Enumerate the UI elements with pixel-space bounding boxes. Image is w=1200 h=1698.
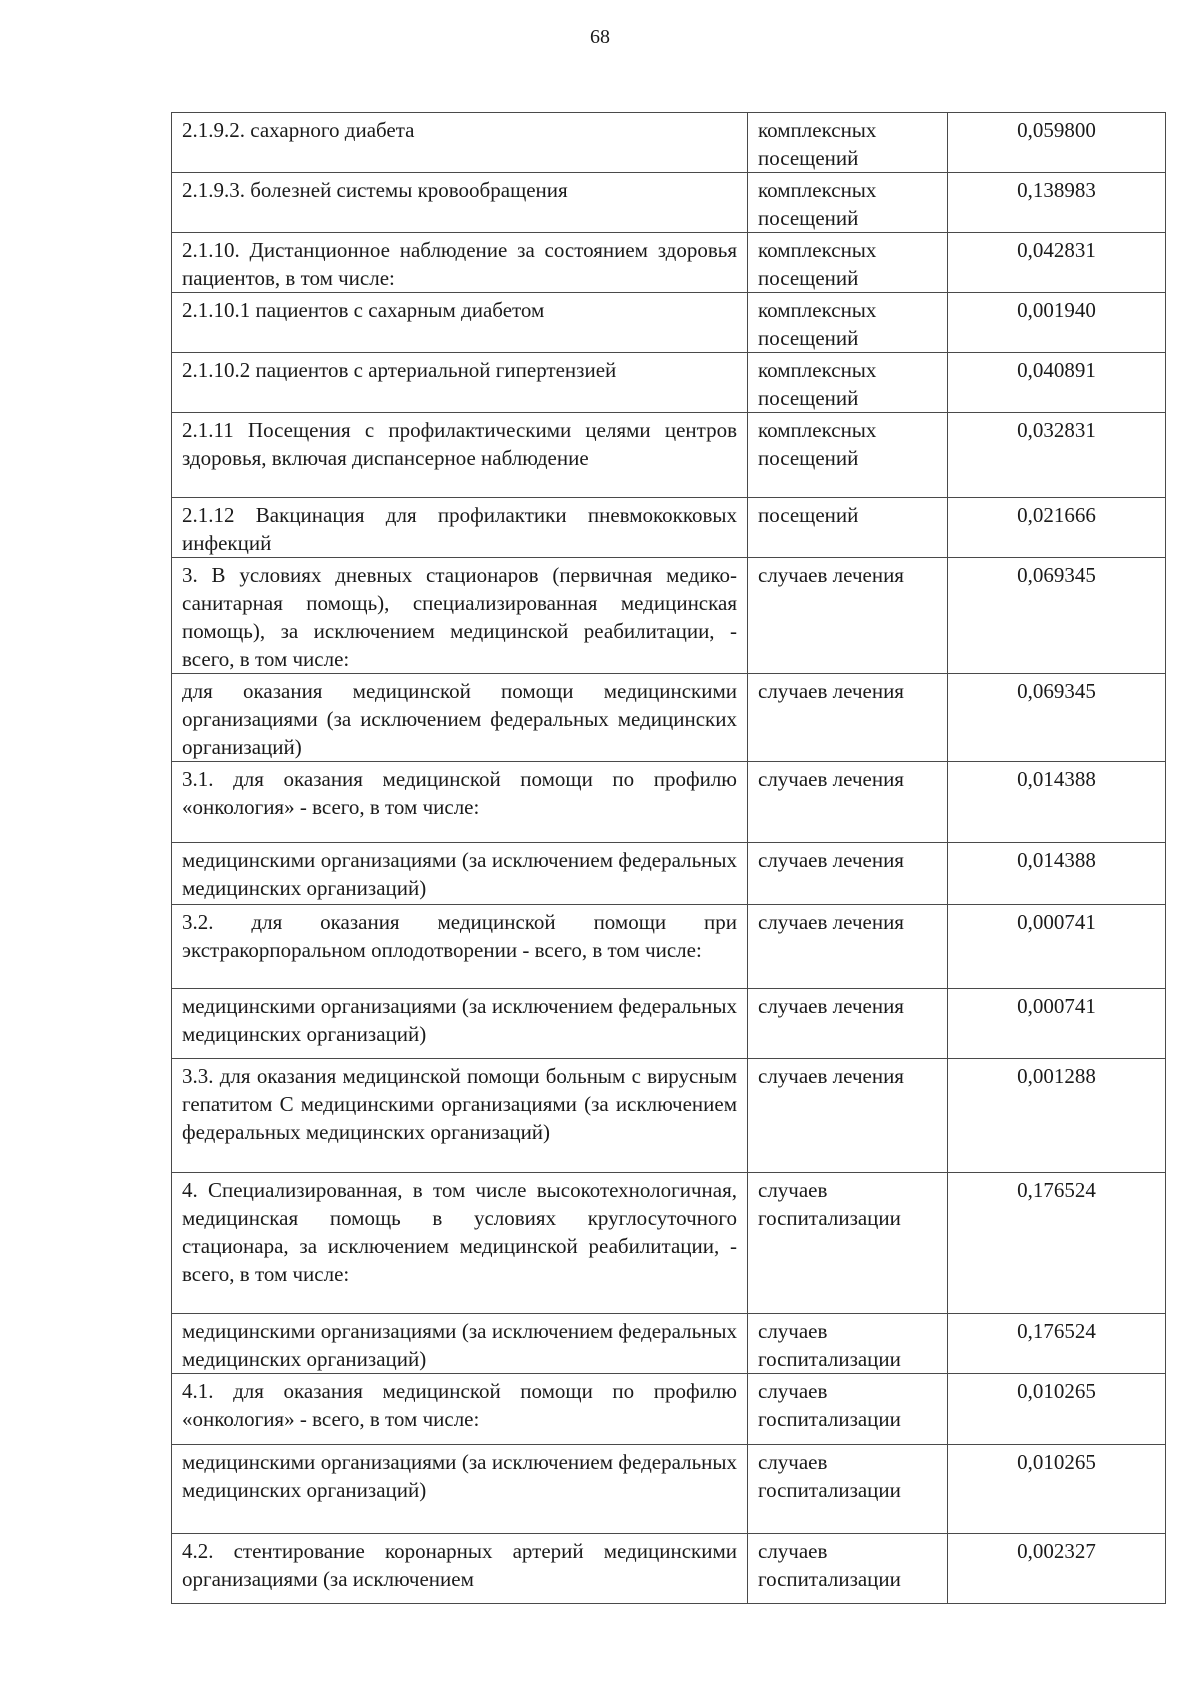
row-unit-cell: случаев госпитализации: [748, 1374, 948, 1445]
row-unit-cell: случаев госпитализации: [748, 1173, 948, 1314]
row-value-cell: 0,032831: [948, 413, 1166, 498]
row-name-cell: 3.3. для оказания медицинской помощи больным с вирусным гепатитом С медицинскими организациями (за исключением федеральных медицинских организаций): [172, 1059, 748, 1173]
row-unit-cell: случаев лечения: [748, 558, 948, 674]
row-value-cell: 0,176524: [948, 1314, 1166, 1374]
table-row: [172, 843, 1166, 905]
row-name-cell: 2.1.10. Дистанционное наблюдение за состоянием здоровья пациентов, в том числе:: [172, 233, 748, 293]
row-name-cell: 2.1.9.2. сахарного диабета: [172, 113, 748, 173]
table-row: [172, 905, 1166, 989]
row-name-cell: 3.2. для оказания медицинской помощи при экстракорпоральном оплодотворении - всего, в том числе:: [172, 905, 748, 989]
row-name-cell: медицинскими организациями (за исключением федеральных медицинских организаций): [172, 843, 748, 905]
row-unit-cell: случаев лечения: [748, 674, 948, 762]
row-unit-cell: случаев лечения: [748, 905, 948, 989]
row-value-cell: 0,059800: [948, 113, 1166, 173]
row-name-cell: 4.2. стентирование коронарных артерий медицинскими организациями (за исключением: [172, 1534, 748, 1604]
row-value-cell: 0,002327: [948, 1534, 1166, 1604]
table-row: [172, 1534, 1166, 1604]
row-value-cell: 0,010265: [948, 1374, 1166, 1445]
table-row: [172, 1445, 1166, 1534]
row-unit-cell: комплексных посещений: [748, 353, 948, 413]
row-unit-cell: случаев госпитализации: [748, 1445, 948, 1534]
row-unit-cell: посещений: [748, 498, 948, 558]
row-value-cell: 0,000741: [948, 905, 1166, 989]
row-name-cell: медицинскими организациями (за исключением федеральных медицинских организаций): [172, 1314, 748, 1374]
row-name-cell: 2.1.9.3. болезней системы кровообращения: [172, 173, 748, 233]
table-row: [172, 233, 1166, 293]
row-unit-cell: комплексных посещений: [748, 173, 948, 233]
row-name-cell: 3.1. для оказания медицинской помощи по профилю «онкология» - всего, в том числе:: [172, 762, 748, 843]
row-unit-cell: комплексных посещений: [748, 233, 948, 293]
row-name-cell: медицинскими организациями (за исключением федеральных медицинских организаций): [172, 1445, 748, 1534]
table-row: [172, 498, 1166, 558]
table-row: [172, 1314, 1166, 1374]
row-value-cell: 0,069345: [948, 674, 1166, 762]
row-name-cell: 2.1.10.2 пациентов с артериальной гипертензией: [172, 353, 748, 413]
row-name-cell: 2.1.11 Посещения с профилактическими целями центров здоровья, включая диспансерное наблюдение: [172, 413, 748, 498]
row-name-cell: медицинскими организациями (за исключением федеральных медицинских организаций): [172, 989, 748, 1059]
row-unit-cell: случаев госпитализации: [748, 1534, 948, 1604]
row-name-cell: 4. Специализированная, в том числе высокотехнологичная, медицинская помощь в условиях круглосуточного стационара, за исключением медицинской реабилитации, - всего, в том числе:: [172, 1173, 748, 1314]
row-value-cell: 0,001940: [948, 293, 1166, 353]
row-name-cell: 2.1.10.1 пациентов с сахарным диабетом: [172, 293, 748, 353]
row-value-cell: 0,014388: [948, 843, 1166, 905]
row-unit-cell: комплексных посещений: [748, 293, 948, 353]
row-unit-cell: случаев лечения: [748, 762, 948, 843]
row-unit-cell: комплексных посещений: [748, 113, 948, 173]
row-unit-cell: случаев госпитализации: [748, 1314, 948, 1374]
table-row: [172, 674, 1166, 762]
row-value-cell: 0,010265: [948, 1445, 1166, 1534]
row-value-cell: 0,042831: [948, 233, 1166, 293]
row-value-cell: 0,040891: [948, 353, 1166, 413]
table-row: [172, 1173, 1166, 1314]
table-row: [172, 1059, 1166, 1173]
row-unit-cell: комплексных посещений: [748, 413, 948, 498]
table-row: [172, 293, 1166, 353]
table-row: [172, 1374, 1166, 1445]
page-number: 68: [590, 26, 610, 48]
table-row: [172, 989, 1166, 1059]
table-row: [172, 762, 1166, 843]
norms-table: [171, 112, 1166, 1604]
table-row: [172, 413, 1166, 498]
table-row: [172, 173, 1166, 233]
row-name-cell: 3. В условиях дневных стационаров (первичная медико-санитарная помощь), специализированная медицинская помощь), за исключением медицинской реабилитации, - всего, в том числе:: [172, 558, 748, 674]
table-row: [172, 353, 1166, 413]
table-row: [172, 558, 1166, 674]
row-unit-cell: случаев лечения: [748, 989, 948, 1059]
row-value-cell: 0,000741: [948, 989, 1166, 1059]
row-value-cell: 0,138983: [948, 173, 1166, 233]
row-value-cell: 0,014388: [948, 762, 1166, 843]
row-unit-cell: случаев лечения: [748, 843, 948, 905]
row-value-cell: 0,021666: [948, 498, 1166, 558]
row-unit-cell: случаев лечения: [748, 1059, 948, 1173]
table-row: [172, 113, 1166, 173]
row-value-cell: 0,176524: [948, 1173, 1166, 1314]
row-name-cell: 4.1. для оказания медицинской помощи по профилю «онкология» - всего, в том числе:: [172, 1374, 748, 1445]
row-name-cell: для оказания медицинской помощи медицинскими организациями (за исключением федеральных медицинских организаций): [172, 674, 748, 762]
row-value-cell: 0,001288: [948, 1059, 1166, 1173]
row-name-cell: 2.1.12 Вакцинация для профилактики пневмококковых инфекций: [172, 498, 748, 558]
row-value-cell: 0,069345: [948, 558, 1166, 674]
